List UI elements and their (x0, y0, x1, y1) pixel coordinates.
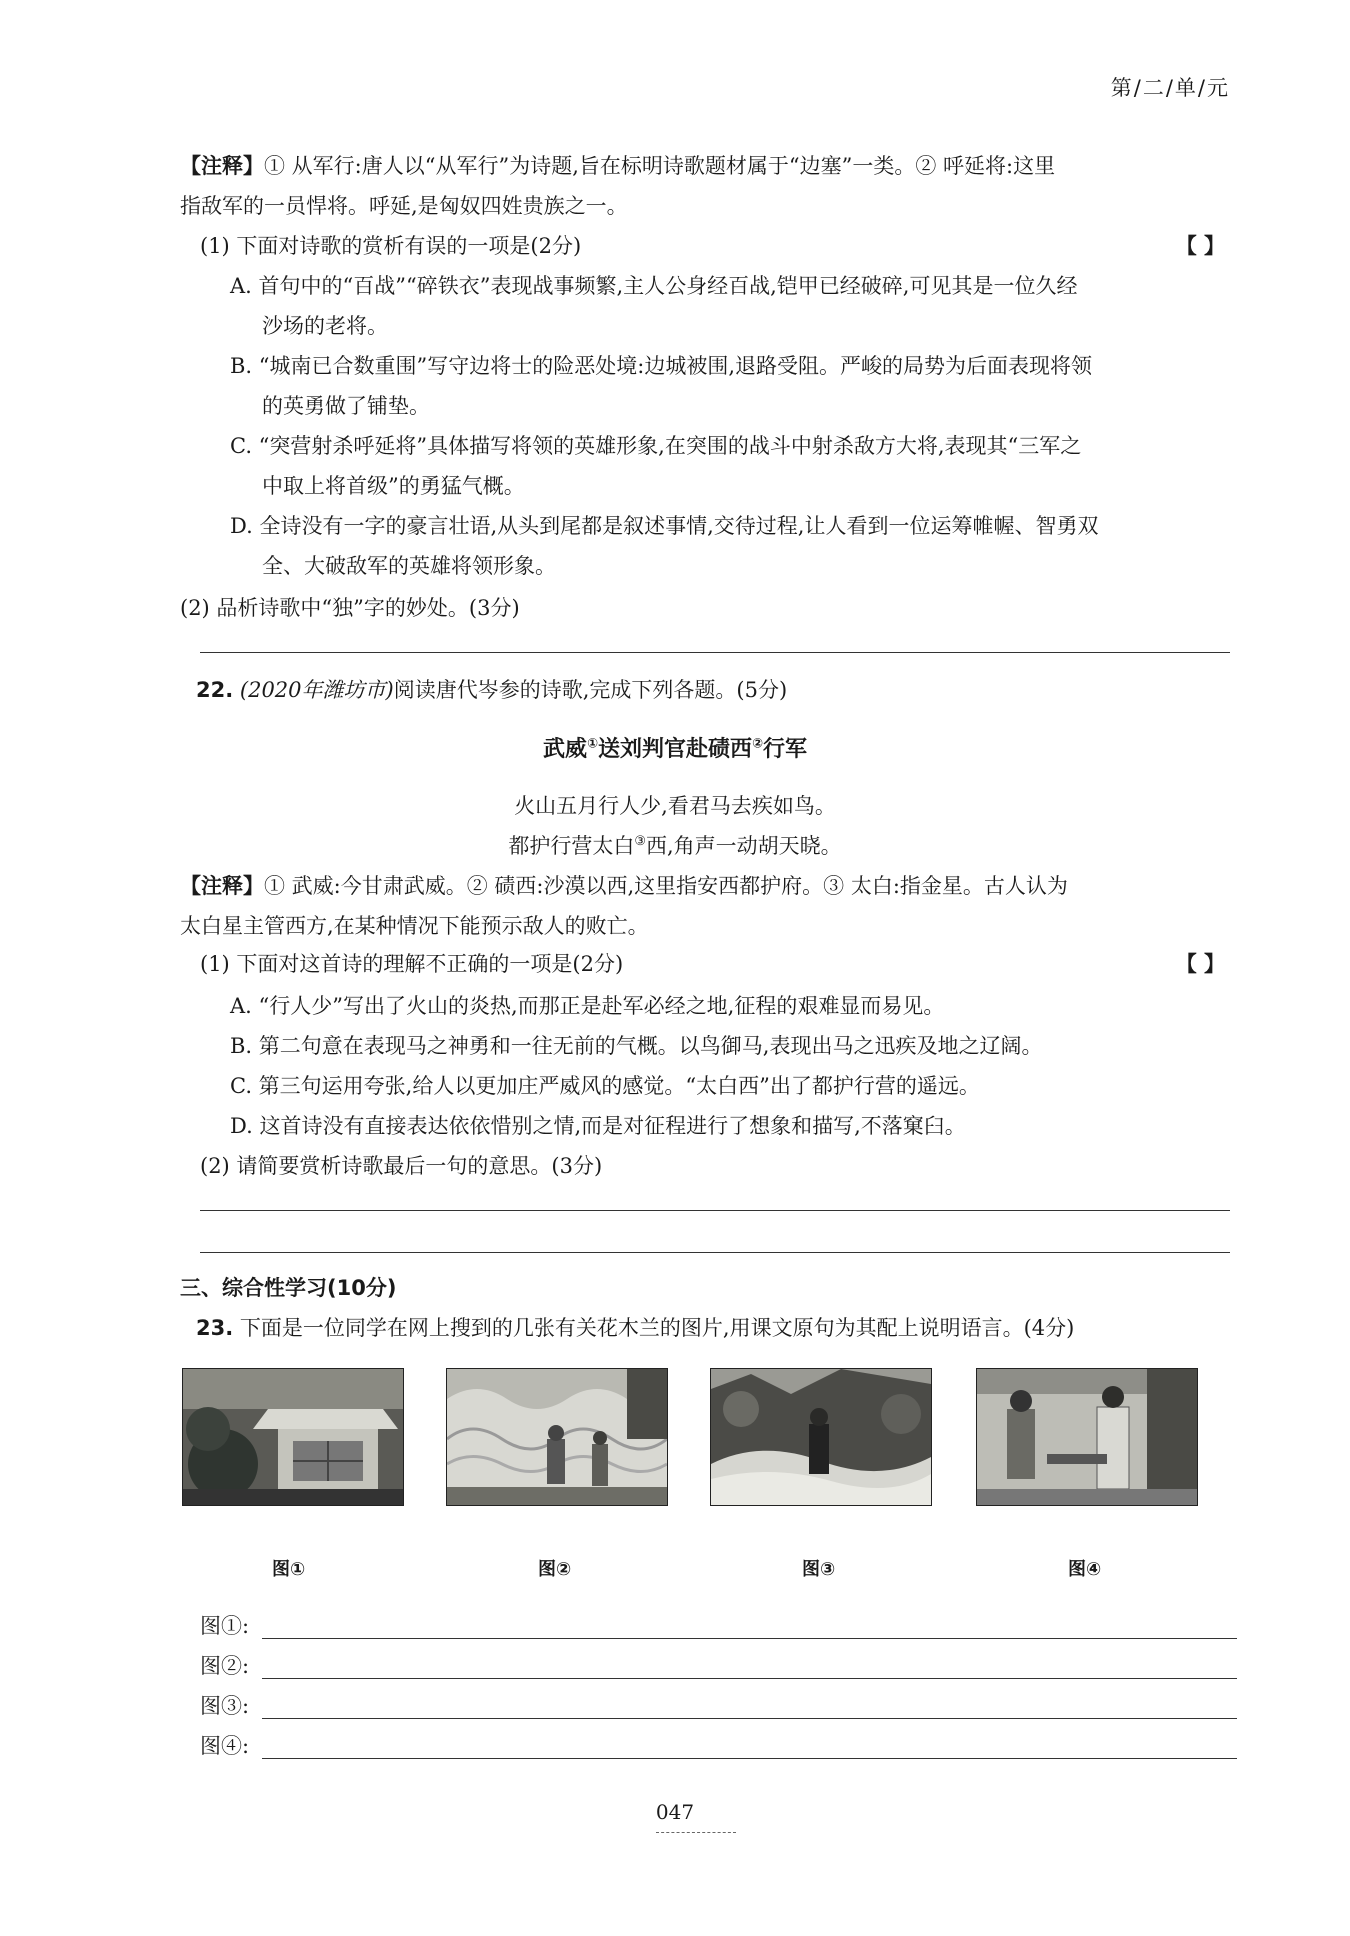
note-label: 【注释】 (180, 874, 264, 898)
q21-sub1-stem: (1) 下面对诗歌的赏析有误的一项是(2分) (200, 234, 582, 258)
q22-option-b: B. 第二句意在表现马之神勇和一往无前的气概。以鸟御马,表现出马之迅疾及地之辽阔。 (230, 1034, 1043, 1058)
q21-option-a: A. 首句中的“百战”“碎铁衣”表现战事频繁,主人公身经百战,铠甲已经破碎,可见其是一位久经 (230, 274, 1078, 298)
figure-caption-1: 图① (272, 1559, 306, 1580)
q22-notes (180, 866, 1225, 946)
answer-line-4[interactable] (262, 1758, 1237, 1759)
footnote-marker: ③ (634, 834, 646, 849)
q21-options (180, 266, 1225, 586)
figure-caption-2: 图② (538, 1559, 572, 1580)
q21-subquestion-1 (180, 226, 1225, 266)
answer-line-1[interactable] (262, 1638, 1237, 1639)
q21-option-d-cont: 全、大破敌军的英雄将领形象。 (262, 554, 556, 578)
answer-label-3: 图③: (200, 1694, 250, 1718)
poem-title-part: 武威 (542, 737, 587, 762)
section-3 (180, 1268, 1225, 1308)
answer-bracket[interactable]: 【 】 (1175, 234, 1225, 258)
q21-option-b-cont: 的英勇做了铺垫。 (262, 394, 430, 418)
poem-line-1: 火山五月行人少,看君马去疾如鸟。 (514, 794, 836, 818)
poem-line-2 (0, 830, 1350, 860)
illustration-2 (446, 1368, 668, 1506)
note-label: 【注释】 (180, 154, 264, 178)
illustration-1 (182, 1368, 404, 1506)
q22-stem (196, 670, 1241, 710)
figure-caption-3: 图③ (802, 1559, 836, 1580)
q21-sub2-stem: (2) 品析诗歌中“独”字的妙处。(3分) (180, 596, 520, 620)
question-number: 23. (196, 1316, 234, 1340)
illustration-3 (710, 1368, 932, 1506)
note-text-line1: ① 武威:今甘肃武威。② 碛西:沙漠以西,这里指安西都护府。③ 太白:指金星。古人认为 (264, 874, 1068, 898)
answer-label-1: 图①: (200, 1614, 250, 1638)
page-number: 047 (655, 1800, 695, 1824)
q22-options (180, 986, 1225, 1146)
q21-notes (180, 146, 1225, 226)
q23-stem (196, 1308, 1241, 1348)
note-text-line2: 指敌军的一员悍将。呼延,是匈奴四姓贵族之一。 (180, 194, 628, 218)
q21-subquestion-2 (180, 588, 1225, 628)
answer-line-3[interactable] (262, 1718, 1237, 1719)
q21-option-c-cont: 中取上将首级”的勇猛气概。 (262, 474, 525, 498)
answer-line[interactable] (200, 652, 1230, 653)
note-text-line2: 太白星主管西方,在某种情况下能预示敌人的败亡。 (180, 914, 649, 938)
q22-sub2-stem: (2) 请简要赏析诗歌最后一句的意思。(3分) (200, 1154, 603, 1178)
question-stem: 下面是一位同学在网上搜到的几张有关花木兰的图片,用课文原句为其配上说明语言。(4分) (239, 1316, 1075, 1340)
figure-caption-4: 图④ (1068, 1559, 1102, 1580)
question-stem: 阅读唐代岑参的诗歌,完成下列各题。(5分) (393, 678, 788, 702)
footnote-marker: ② (752, 736, 764, 752)
answer-bracket[interactable]: 【 】 (1175, 952, 1225, 976)
poem-title-part: 行军 (763, 737, 808, 762)
q21-option-d: D. 全诗没有一字的豪言壮语,从头到尾都是叙述事情,交待过程,让人看到一位运筹帷幄、智勇双 (230, 514, 1099, 538)
q21-option-a-cont: 沙场的老将。 (262, 314, 388, 338)
q22-subquestion-1 (180, 944, 1225, 984)
q21-option-c: C. “突营射杀呼延将”具体描写将领的英雄形象,在突围的战斗中射杀敌方大将,表现其“三军之 (230, 434, 1082, 458)
footnote-marker: ① (586, 736, 598, 752)
answer-label-2: 图②: (200, 1654, 250, 1678)
page-number-underline (656, 1832, 736, 1833)
question-source: (2020年潍坊市) (239, 678, 394, 702)
q21-option-b: B. “城南已合数重围”写守边将士的险恶处境:边城被围,退路受阻。严峻的局势为后面表现将领 (230, 354, 1093, 378)
note-text-line1: ① 从军行:唐人以“从军行”为诗题,旨在标明诗歌题材属于“边塞”一类。② 呼延将:这里 (264, 154, 1056, 178)
answer-label-4: 图④: (200, 1734, 250, 1758)
q22-subquestion-2 (180, 1146, 1225, 1186)
poem-text: 都护行营太白 (508, 834, 635, 858)
q22-option-a: A. “行人少”写出了火山的炎热,而那正是赴军必经之地,征程的艰难显而易见。 (230, 994, 945, 1018)
answer-line[interactable] (200, 1252, 1230, 1253)
section-title: 三、综合性学习(10分) (180, 1276, 397, 1300)
q22-sub1-stem: (1) 下面对这首诗的理解不正确的一项是(2分) (200, 952, 624, 976)
answer-line[interactable] (200, 1210, 1230, 1211)
poem-text: 西,角声一动胡天晓。 (645, 834, 842, 858)
q22-option-d: D. 这首诗没有直接表达依依惜别之情,而是对征程进行了想象和描写,不落窠臼。 (230, 1114, 966, 1138)
poem-title-part: 送刘判官赴碛西 (597, 737, 752, 762)
illustration-4 (976, 1368, 1198, 1506)
answer-line-2[interactable] (262, 1678, 1237, 1679)
unit-header: 第/二/单/元 (1110, 76, 1230, 100)
question-number: 22. (196, 678, 234, 702)
q22-option-c: C. 第三句运用夸张,给人以更加庄严威风的感觉。“太白西”出了都护行营的遥远。 (230, 1074, 980, 1098)
poem-title (0, 732, 1350, 763)
